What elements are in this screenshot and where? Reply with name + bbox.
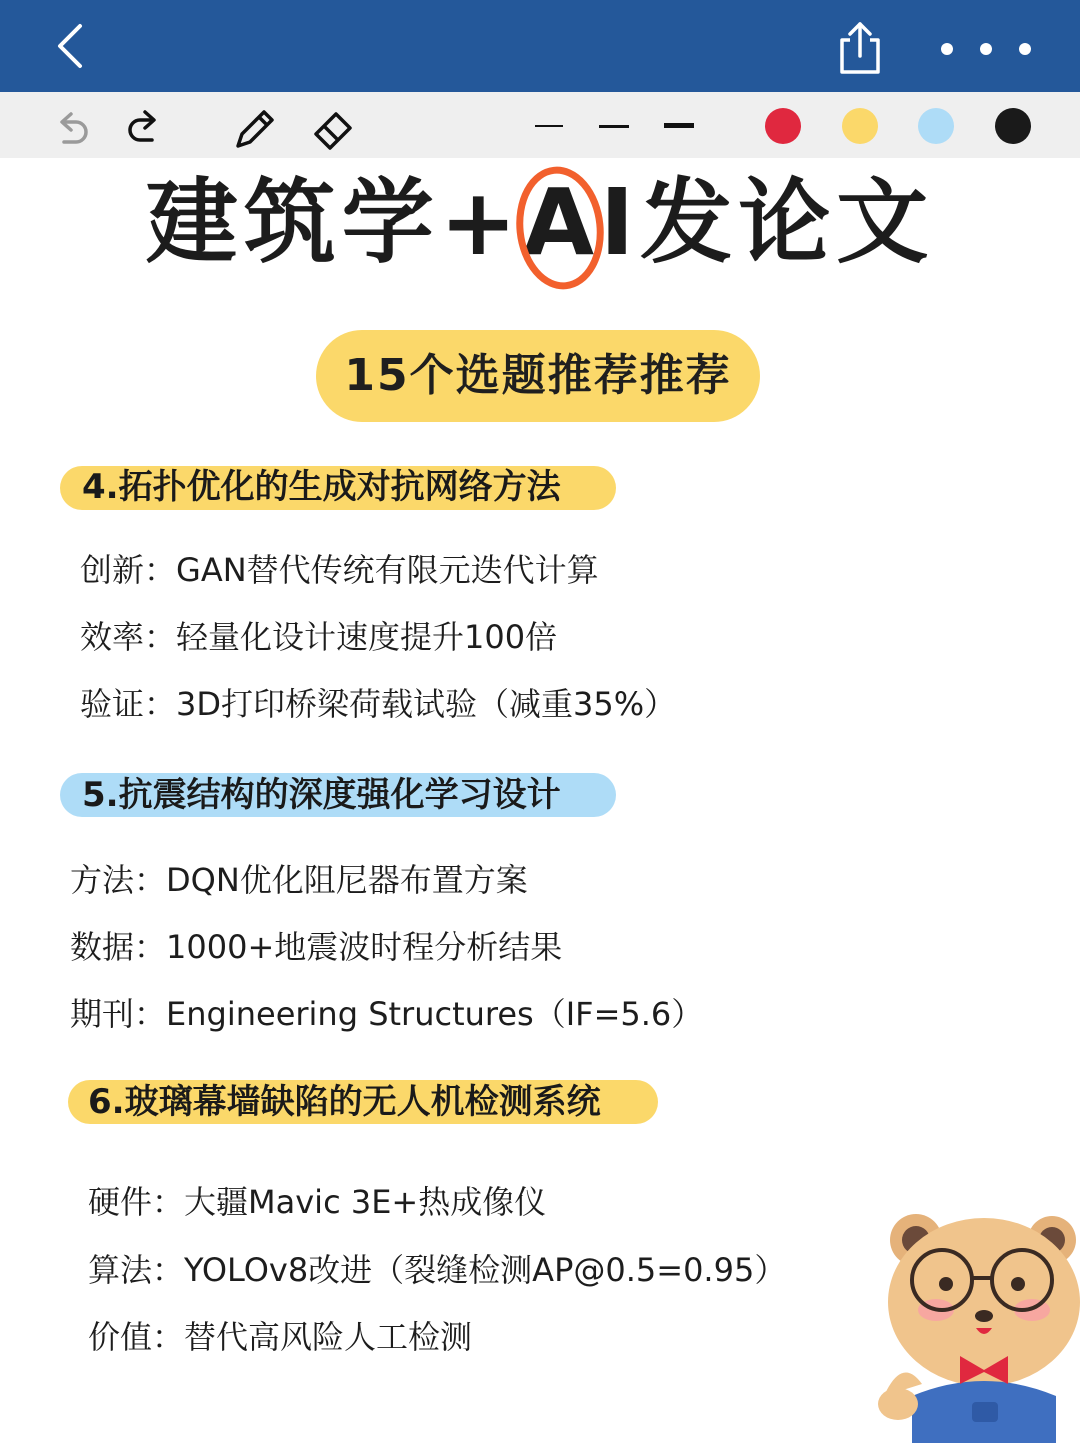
item-label: 验证： <box>80 685 177 723</box>
item-value: 1000+地震波时程分析结果 <box>166 928 563 966</box>
list-item <box>70 925 562 969</box>
subtitle-text: 15个选题推荐推荐 <box>344 350 732 401</box>
item-value: GAN替代传统有限元迭代计算 <box>176 551 599 589</box>
list-item <box>80 548 599 592</box>
list-item <box>80 615 557 659</box>
page-title-block <box>0 160 1080 290</box>
undo-icon[interactable] <box>52 108 90 148</box>
list-item <box>88 1180 546 1224</box>
stroke-thick-option[interactable] <box>664 123 694 128</box>
section-heading: 4.拓扑优化的生成对抗网络方法 <box>82 467 561 507</box>
share-icon[interactable] <box>834 20 886 76</box>
section-heading: 5.抗震结构的深度强化学习设计 <box>82 775 561 815</box>
stroke-thin-option[interactable] <box>535 125 563 127</box>
section-heading: 6.玻璃幕墙缺陷的无人机检测系统 <box>88 1082 601 1122</box>
bear-sticker-illustration <box>872 1206 1080 1443</box>
item-label: 期刊： <box>70 995 167 1033</box>
top-navigation-bar <box>0 0 1080 92</box>
item-value: 3D打印桥梁荷载试验（减重35%） <box>176 685 677 723</box>
color-swatch-black[interactable] <box>995 108 1031 144</box>
more-horizontal-icon[interactable] <box>930 34 1040 64</box>
item-label: 数据： <box>70 928 167 966</box>
ai-highlight-circle <box>514 162 606 300</box>
list-item <box>70 858 528 902</box>
item-value: 轻量化设计速度提升100倍 <box>176 618 558 656</box>
list-item <box>70 992 703 1036</box>
item-value: 大疆Mavic 3E+热成像仪 <box>184 1183 547 1221</box>
color-swatch-red[interactable] <box>765 108 801 144</box>
stroke-medium-option[interactable] <box>599 125 629 128</box>
list-item <box>88 1315 472 1359</box>
item-label: 价值： <box>88 1318 185 1356</box>
item-value: YOLOv8改进（裂缝检测AP@0.5=0.95） <box>184 1251 787 1289</box>
item-label: 效率： <box>80 618 177 656</box>
item-value: DQN优化阻尼器布置方案 <box>166 861 528 899</box>
eraser-icon[interactable] <box>312 106 356 150</box>
page-title: 建筑学+AI发论文 <box>145 169 935 276</box>
list-item <box>80 682 676 726</box>
item-label: 创新： <box>80 551 177 589</box>
item-label: 算法： <box>88 1251 185 1289</box>
color-swatch-light-blue[interactable] <box>918 108 954 144</box>
item-value: 替代高风险人工检测 <box>184 1318 473 1356</box>
item-value: Engineering Structures（IF=5.6） <box>166 995 704 1033</box>
item-label: 硬件： <box>88 1183 185 1221</box>
item-label: 方法： <box>70 861 167 899</box>
color-swatch-yellow[interactable] <box>842 108 878 144</box>
redo-icon[interactable] <box>126 106 164 146</box>
chevron-left-icon[interactable] <box>48 22 96 70</box>
pencil-icon[interactable] <box>232 106 278 152</box>
list-item <box>88 1248 786 1292</box>
